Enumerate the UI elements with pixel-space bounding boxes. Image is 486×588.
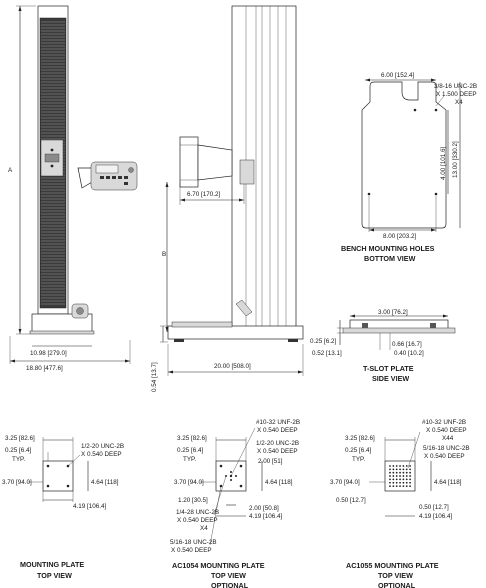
grid-hole: [389, 482, 391, 484]
ac1054-t4: X 0.540 DEEP: [257, 448, 298, 455]
grid-hole: [396, 485, 398, 487]
ac1055-t4: X 0.540 DEEP: [424, 453, 465, 460]
ac1054-d: 1.20 [30.5]: [178, 497, 208, 504]
bench-thread2: X 1.500 DEEP: [436, 91, 477, 98]
ac1054-height: 3.70 [94.0]: [174, 479, 204, 486]
grid-hole: [389, 472, 391, 474]
bench-hole: [368, 193, 371, 196]
ac1054-view: [200, 428, 262, 545]
grid-hole: [389, 479, 391, 481]
grid-hole: [406, 482, 408, 484]
bench-outline: [362, 82, 446, 228]
ac1055-caption3: OPTIONAL: [378, 581, 416, 588]
probe-holder: [180, 137, 198, 187]
bench-qty: X4: [455, 99, 463, 106]
ac1055-edge: 0.25 [6.4]: [345, 447, 372, 454]
grid-hole: [403, 465, 405, 467]
grid-hole: [399, 485, 401, 487]
grid-hole: [396, 465, 398, 467]
mp-thread1: 1/2-20 UNC-2B: [81, 443, 125, 450]
dim-foot: 0.54 [13.7]: [151, 362, 158, 392]
dim-depth: 20.00 [508.0]: [214, 363, 251, 370]
ac1055-width2: 4.19 [106.4]: [419, 513, 453, 520]
carriage-screw: [51, 149, 54, 152]
carriage-block: [45, 154, 59, 162]
display-knob: [129, 168, 134, 173]
grid-hole: [406, 475, 408, 477]
grid-hole: [403, 468, 405, 470]
grid-hole: [409, 479, 411, 481]
bench-hole: [414, 109, 417, 112]
ac1054-t1: #10-32 UNF-2B: [256, 419, 301, 426]
dim-overall-width: 18.80 [477.6]: [26, 365, 63, 372]
grid-hole: [406, 468, 408, 470]
ac1054-width: 3.25 [82.6]: [177, 435, 207, 442]
mp-edge: 0.25 [6.4]: [5, 447, 32, 454]
ac1054-bq: X4: [200, 525, 208, 532]
mp-thread2: X 0.540 DEEP: [81, 451, 122, 458]
grid-hole: [399, 482, 401, 484]
ac1055-caption1: AC1055 MOUNTING PLATE: [346, 561, 439, 570]
ac1054-height2: 4.64 [118]: [265, 479, 293, 486]
side-display: [240, 160, 254, 184]
grid-hole: [409, 472, 411, 474]
handle-knob: [77, 308, 84, 315]
dim-b-label: B: [162, 251, 167, 258]
grid-hole: [389, 465, 391, 467]
mp-width: 3.25 [82.6]: [5, 435, 35, 442]
grid-hole: [403, 475, 405, 477]
ac1054-caption2: TOP VIEW: [211, 571, 246, 580]
tslot-flange: [343, 328, 455, 333]
tslot-d1: 0.66 [16.7]: [392, 341, 422, 348]
ac1055-s2: 0.50 [12.7]: [419, 504, 449, 511]
grid-hole: [392, 465, 394, 467]
grid-hole: [399, 472, 401, 474]
grid-hole: [396, 472, 398, 474]
tslot-d2: 0.40 [10.2]: [394, 350, 424, 357]
ac1054-caption3: OPTIONAL: [211, 581, 249, 588]
grid-hole: [409, 485, 411, 487]
ac1054-b3: 5/16-18 UNC-2B: [170, 539, 217, 546]
dim-front-width: 10.98 [279.0]: [30, 350, 67, 357]
bench-thread1: 3/8-16 UNC-2B: [434, 83, 478, 90]
front-view: [30, 6, 137, 334]
grid-hole: [409, 482, 411, 484]
grid-hole: [392, 468, 394, 470]
ac1054-width2: 4.19 [106.4]: [249, 513, 283, 520]
ac1054-s2: 2.00 [50.8]: [249, 505, 279, 512]
ac1055-t3: 5/16-18 UNC-2B: [423, 445, 470, 452]
ac1055-height2: 4.64 [118]: [434, 479, 462, 486]
ac1054-typ: TYP.: [183, 456, 197, 463]
grid-hole: [406, 479, 408, 481]
grid-hole: [399, 479, 401, 481]
mp-caption1: MOUNTING PLATE: [20, 560, 85, 569]
mp-typ: TYP.: [12, 456, 26, 463]
mp-view: [28, 437, 88, 502]
side-foot-left: [174, 339, 184, 342]
side-tslot-plate: [172, 322, 232, 327]
ac1055-t2: X 0.540 DEEP: [426, 427, 467, 434]
ac1055-tq: X44: [442, 435, 454, 442]
grid-hole: [406, 472, 408, 474]
ac1054-b1: 1/4-28 UNC-2B: [176, 509, 220, 516]
side-view: [168, 6, 303, 342]
display-screen: [96, 165, 118, 173]
mp-caption2: TOP VIEW: [37, 571, 72, 580]
side-base: [168, 326, 303, 339]
tslot-slot: [362, 323, 368, 328]
grid-hole: [399, 468, 401, 470]
grid-hole: [403, 485, 405, 487]
grid-hole: [389, 485, 391, 487]
grid-hole: [389, 468, 391, 470]
bench-caption2: BOTTOM VIEW: [364, 254, 416, 263]
grid-hole: [396, 482, 398, 484]
tslot-h2: 0.52 [13.1]: [312, 350, 342, 357]
grid-hole: [392, 485, 394, 487]
grid-hole: [399, 475, 401, 477]
bench-height2: 13.00 [330.2]: [452, 141, 459, 178]
ac1055-height: 3.70 [94.0]: [330, 479, 360, 486]
grid-hole: [392, 472, 394, 474]
ac1054-t3: 1/2-20 UNC-2B: [256, 440, 300, 447]
ac1055-caption2: TOP VIEW: [378, 571, 413, 580]
ac1054-edge: 0.25 [6.4]: [177, 447, 204, 454]
grid-hole: [399, 465, 401, 467]
tslot-caption2: SIDE VIEW: [372, 374, 410, 383]
grid-hole: [396, 468, 398, 470]
ac1054-b2: X 0.540 DEEP: [177, 517, 218, 524]
grid-hole: [403, 479, 405, 481]
ac1054-b4: X 0.540 DEEP: [171, 547, 212, 554]
ac1055-typ: TYP.: [352, 456, 366, 463]
grid-hole: [409, 475, 411, 477]
ac1054-spacing: 2.00 [51]: [258, 458, 283, 465]
mp-height: 3.70 [94.0]: [2, 479, 32, 486]
bench-width1: 6.00 [152.4]: [381, 72, 415, 79]
ac1054-t2: X 0.540 DEEP: [257, 427, 298, 434]
grid-hole: [389, 475, 391, 477]
grid-hole: [403, 482, 405, 484]
grid-hole: [409, 465, 411, 467]
carriage-screw: [51, 165, 54, 168]
grid-hole: [406, 485, 408, 487]
dim-reach: 6.70 [170.2]: [187, 191, 221, 198]
grid-hole: [396, 475, 398, 477]
ac1055-width: 3.25 [82.6]: [345, 435, 375, 442]
grid-hole: [406, 465, 408, 467]
grid-hole: [392, 479, 394, 481]
mp-height2: 4.64 [118]: [91, 479, 119, 486]
grid-hole: [409, 468, 411, 470]
grid-hole: [396, 479, 398, 481]
tslot-width: 3.00 [76.2]: [378, 309, 408, 316]
bench-caption1: BENCH MOUNTING HOLES: [341, 244, 435, 253]
display-arm: [78, 168, 92, 188]
ac1055-d: 0.50 [12.7]: [336, 497, 366, 504]
bench-hole: [435, 109, 438, 112]
mp-width2: 4.19 [106.4]: [73, 503, 107, 510]
carriage-arm: [198, 145, 232, 180]
tslot-caption1: T-SLOT PLATE: [363, 364, 414, 373]
ac1055-t1: #10-32 UNF-2B: [422, 419, 467, 426]
bench-height1: 4.00 [101.6]: [440, 146, 447, 180]
bench-width2: 8.00 [203.2]: [383, 233, 417, 240]
dim-a-label: A: [8, 167, 13, 174]
side-foot-right: [288, 339, 298, 342]
ac1054-caption1: AC1054 MOUNTING PLATE: [172, 561, 265, 570]
grid-hole: [392, 475, 394, 477]
tslot-h1: 0.25 [6.2]: [310, 338, 337, 345]
tslot-slot: [430, 323, 436, 328]
grid-hole: [392, 482, 394, 484]
base-foot: [30, 331, 94, 334]
grid-hole: [403, 472, 405, 474]
bench-hole: [435, 193, 438, 196]
